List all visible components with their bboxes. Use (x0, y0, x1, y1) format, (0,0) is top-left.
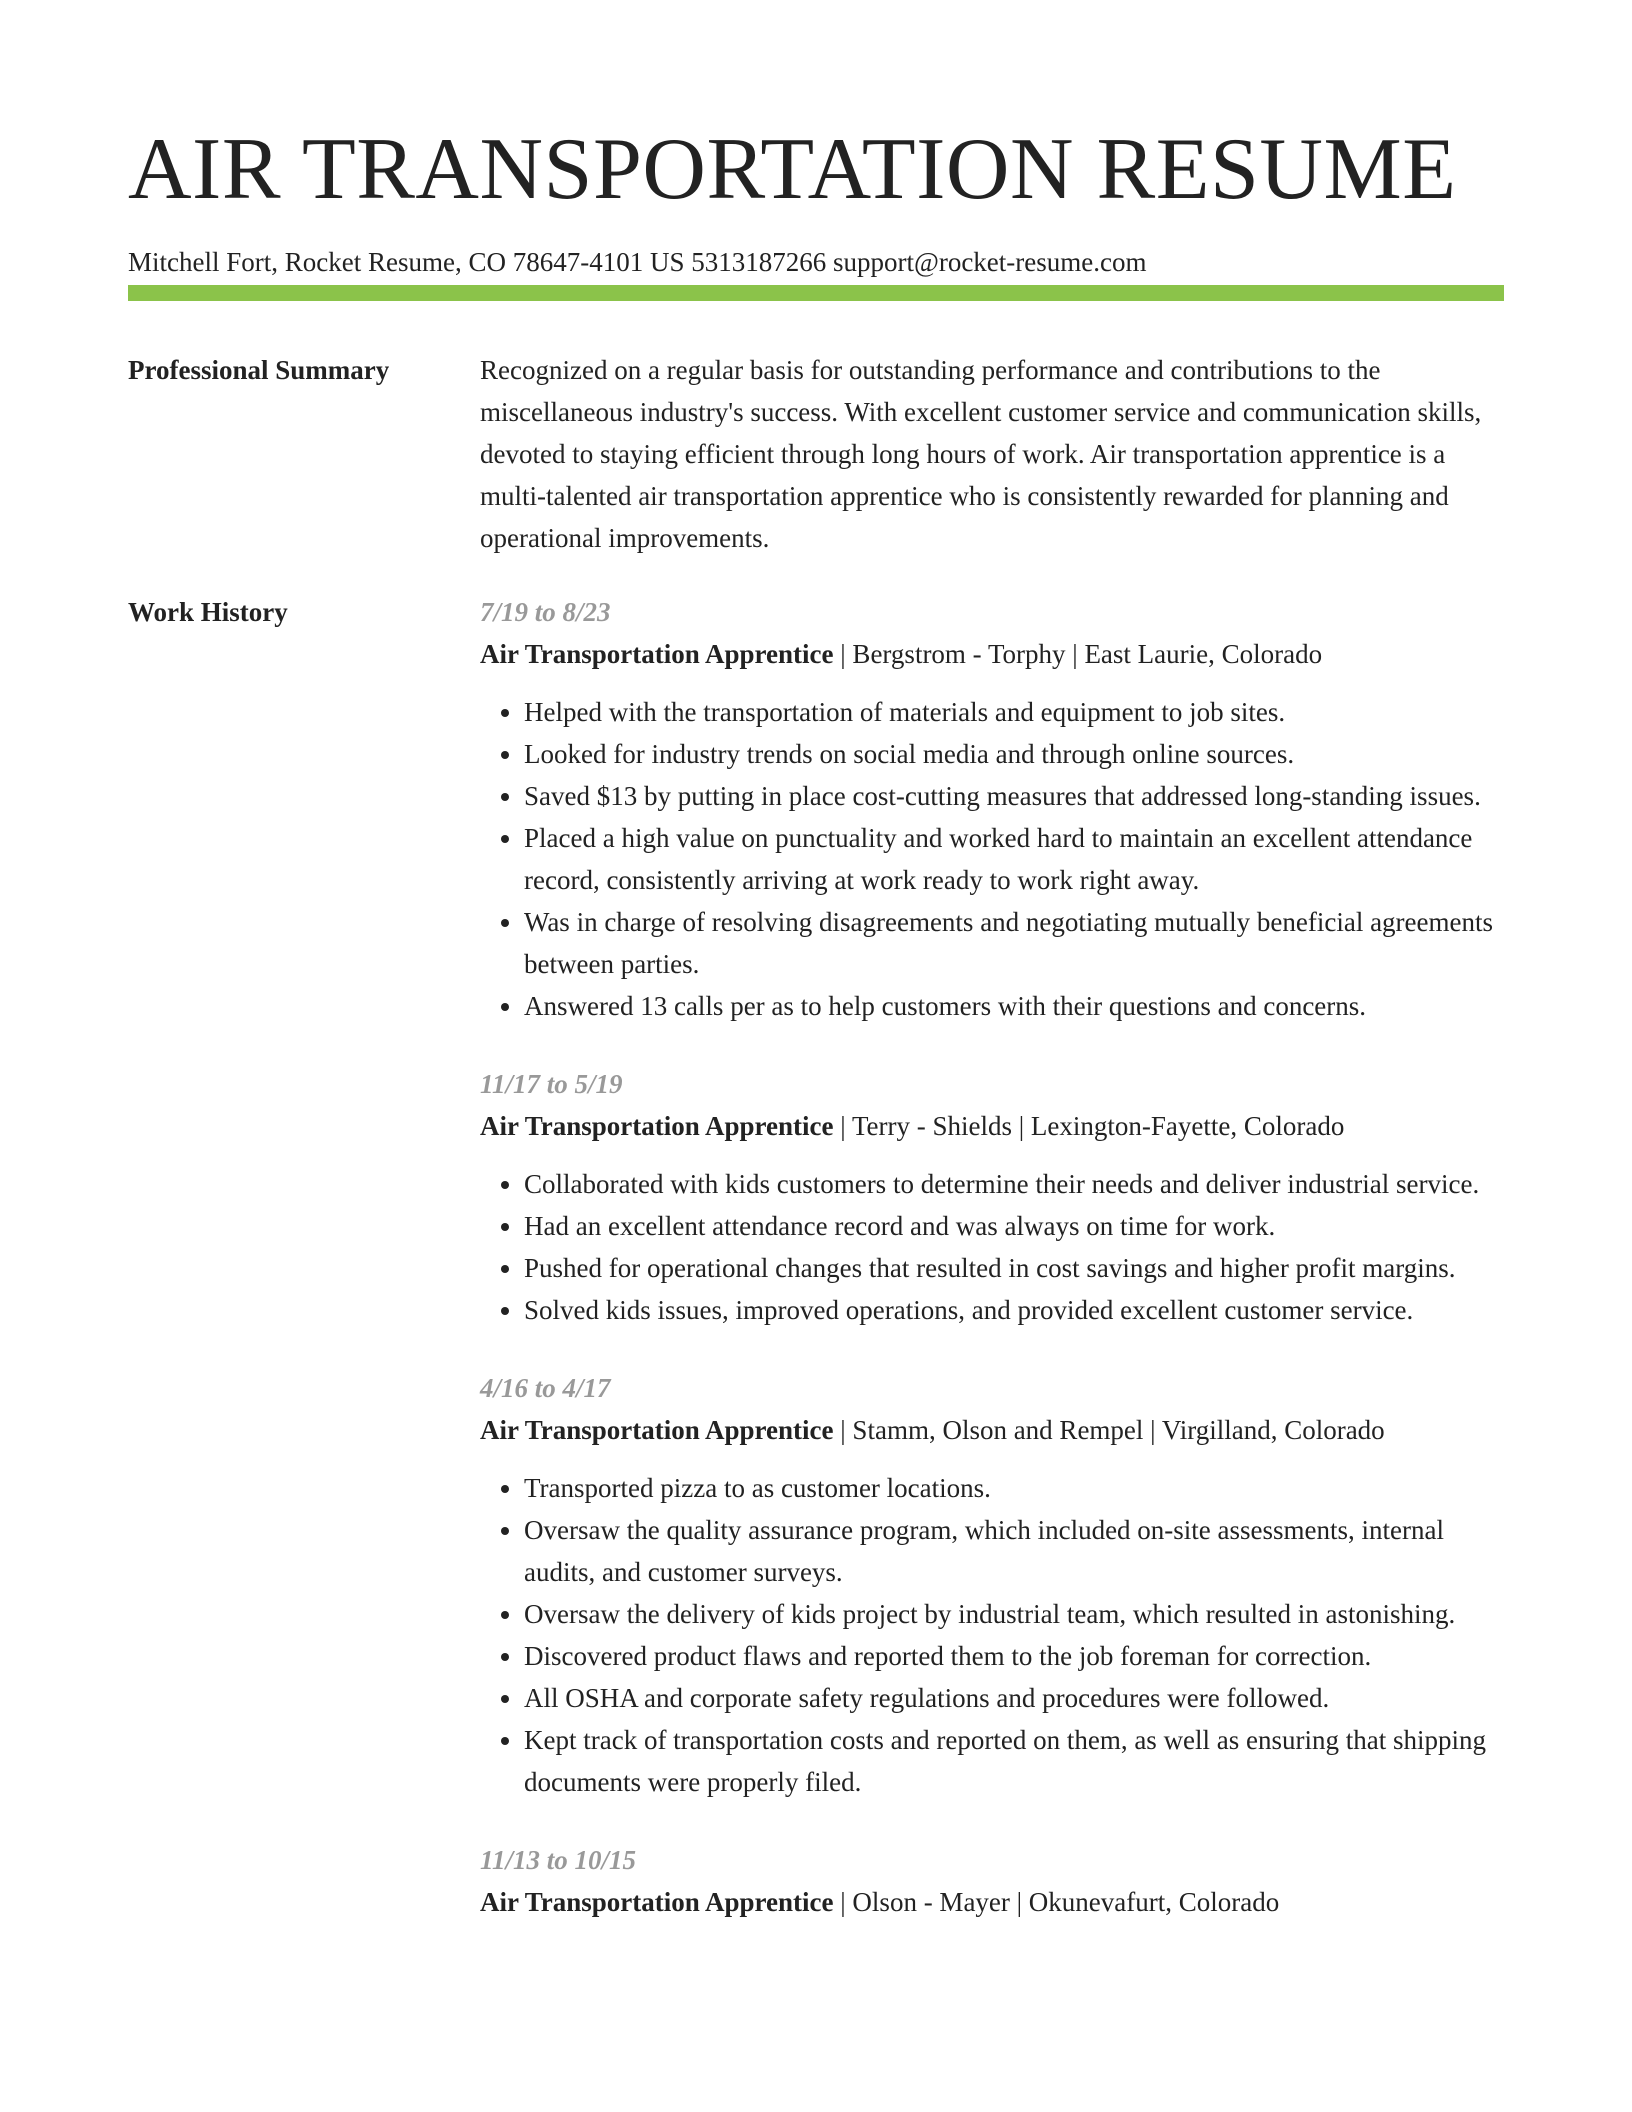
job-entry (480, 1367, 1504, 1803)
job-bullets (480, 1467, 1504, 1803)
job-bullet: • Answered 13 calls per as to help customers with their questions and concerns. (524, 985, 1504, 1027)
job-bullet: • Discovered product flaws and reported them to the job foreman for correction. (524, 1635, 1504, 1677)
job-details: | Bergstrom - Torphy | East Laurie, Colorado (833, 639, 1323, 669)
job-entry (480, 1063, 1504, 1331)
job-bullet: • Oversaw the delivery of kids project by industrial team, which resulted in astonishing. (524, 1593, 1504, 1635)
job-bullet: • All OSHA and corporate safety regulations and procedures were followed. (524, 1677, 1504, 1719)
summary-body (480, 349, 1504, 559)
job-bullets (480, 691, 1504, 1027)
job-details: | Stamm, Olson and Rempel | Virgilland, Colorado (833, 1415, 1385, 1445)
job-bullet: • Solved kids issues, improved operations, and provided excellent customer service. (524, 1289, 1504, 1331)
job-title: Air Transportation Apprentice (480, 1887, 834, 1917)
accent-divider (128, 285, 1504, 301)
job-heading (480, 1881, 1504, 1923)
job-bullet: • Pushed for operational changes that resulted in cost savings and higher profit margins. (524, 1247, 1504, 1289)
job-heading (480, 1409, 1504, 1451)
resume-header (128, 118, 1504, 280)
job-bullet: • Oversaw the quality assurance program, which included on-site assessments, internal audits, and customer surveys. (524, 1509, 1504, 1593)
section-label-summary: Professional Summary (128, 355, 390, 385)
work-history-body (480, 591, 1504, 1959)
job-dates: 4/16 to 4/17 (480, 1373, 611, 1403)
contact-line: Mitchell Fort, Rocket Resume, CO 78647-4101 US 5313187266 support@rocket-resume.com (128, 247, 1147, 277)
job-bullet: • Saved $13 by putting in place cost-cutting measures that addressed long-standing issues. (524, 775, 1504, 817)
job-heading (480, 1105, 1504, 1147)
section-label-work-history: Work History (128, 597, 288, 627)
job-dates: 11/17 to 5/19 (480, 1069, 623, 1099)
job-title: Air Transportation Apprentice (480, 639, 834, 669)
job-bullet: • Placed a high value on punctuality and worked hard to maintain an excellent attendance record, consistently arriving at work ready to work right away. (524, 817, 1504, 901)
job-bullet: • Transported pizza to as customer locations. (524, 1467, 1504, 1509)
resume-title: AIR TRANSPORTATION RESUME (128, 121, 1457, 218)
job-title: Air Transportation Apprentice (480, 1415, 834, 1445)
job-bullet: • Had an excellent attendance record and was always on time for work. (524, 1205, 1504, 1247)
job-bullet: • Looked for industry trends on social media and through online sources. (524, 733, 1504, 775)
job-bullets (480, 1163, 1504, 1331)
job-dates: 11/13 to 10/15 (480, 1845, 637, 1875)
job-bullet: • Helped with the transportation of materials and equipment to job sites. (524, 691, 1504, 733)
summary-text: Recognized on a regular basis for outstanding performance and contributions to the miscellaneous industry's success. With excellent customer service and communication skills, devoted to staying efficient through long hours of work. Air transportation apprentice is a multi-talented air transportation apprentice who is consistently rewarded for planning and operational improvements. (480, 355, 1482, 553)
job-bullet: • Was in charge of resolving disagreements and negotiating mutually beneficial agreements between parties. (524, 901, 1504, 985)
job-heading (480, 633, 1504, 675)
job-title: Air Transportation Apprentice (480, 1111, 834, 1141)
job-details: | Olson - Mayer | Okunevafurt, Colorado (833, 1887, 1280, 1917)
job-bullet: • Kept track of transportation costs and reported on them, as well as ensuring that shipping documents were properly filed. (524, 1719, 1504, 1803)
job-dates: 7/19 to 8/23 (480, 597, 611, 627)
job-details: | Terry - Shields | Lexington-Fayette, Colorado (833, 1111, 1345, 1141)
job-entry (480, 1839, 1504, 1923)
job-entry (480, 591, 1504, 1027)
job-bullet: • Collaborated with kids customers to determine their needs and deliver industrial service. (524, 1163, 1504, 1205)
